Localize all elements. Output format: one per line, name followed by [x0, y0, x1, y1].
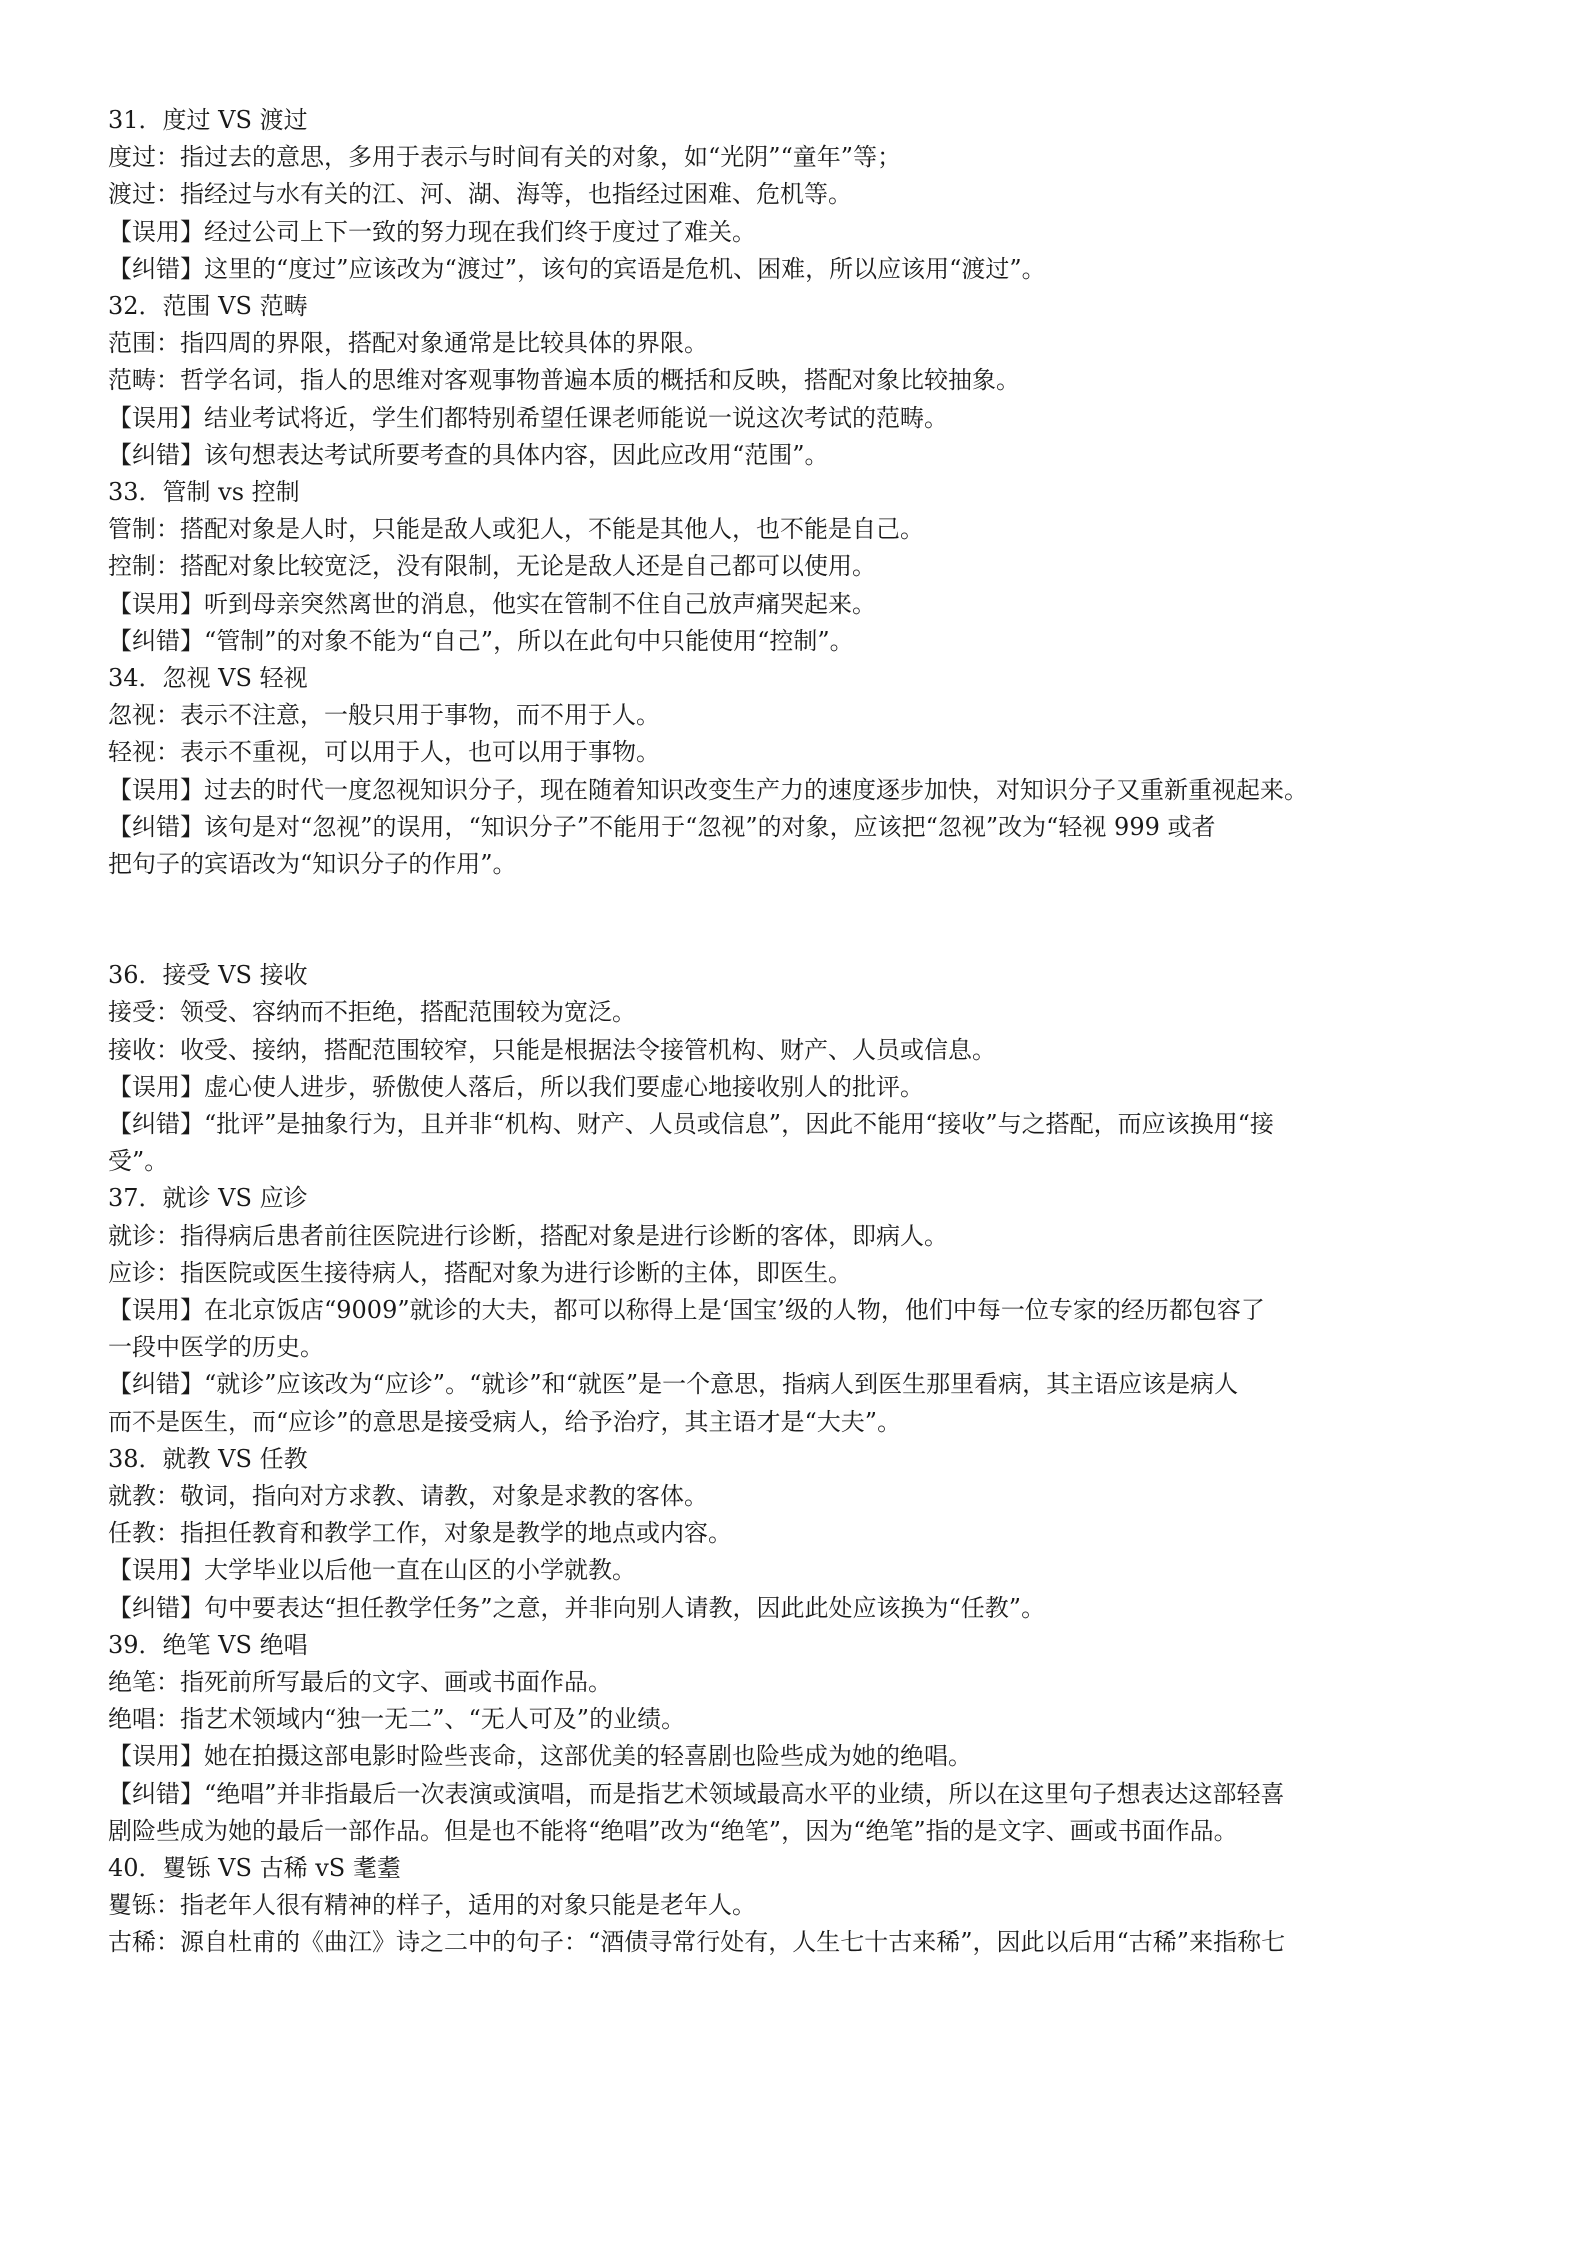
text-line: 接收：收受、接纳，搭配范围较窄，只能是根据法令接管机构、财产、人员或信息。	[108, 1036, 996, 1064]
text-line: 而不是医生，而“应诊”的意思是接受病人，给予治疗，其主语才是“大夫”。	[108, 1408, 902, 1436]
text-line: 范畴：哲学名词，指人的思维对客观事物普遍本质的概括和反映，搭配对象比较抽象。	[108, 366, 1020, 394]
section-heading: 39．绝笔 VS 绝唱	[108, 1631, 308, 1659]
section-heading: 32．范围 VS 范畴	[108, 292, 308, 320]
text-line: 绝唱：指艺术领域内“独一无二”、“无人可及”的业绩。	[108, 1705, 686, 1733]
text-line: 受”。	[108, 1147, 169, 1175]
section-heading: 37．就诊 VS 应诊	[108, 1184, 308, 1212]
text-line: 度过：指过去的意思，多用于表示与时间有关的对象，如“光阴”“童年”等；	[108, 143, 902, 171]
text-line: 轻视：表示不重视，可以用于人，也可以用于事物。	[108, 738, 660, 766]
text-line: 古稀：源自杜甫的《曲江》诗之二中的句子：“酒债寻常行处有，人生七十古来稀”，因此以后用“古稀”来指称七	[108, 1928, 1286, 1956]
text-line: 【纠错】句中要表达“担任教学任务”之意，并非向别人请教，因此此处应该换为“任教”。	[108, 1594, 1046, 1622]
text-line: 控制：搭配对象比较宽泛，没有限制，无论是敌人还是自己都可以使用。	[108, 552, 876, 580]
text-line: 【纠错】“管制”的对象不能为“自己”，所以在此句中只能使用“控制”。	[108, 627, 854, 655]
text-line: 【纠错】“批评”是抽象行为，且并非“机构、财产、人员或信息”，因此不能用“接收”与之搭配，而应该换用“接	[108, 1110, 1274, 1138]
text-line: 【纠错】“就诊”应该改为“应诊”。“就诊”和“就医”是一个意思，指病人到医生那里看病，其主语应该是病人	[108, 1370, 1239, 1398]
text-line: 【纠错】该句是对“忽视”的误用，“知识分子”不能用于“忽视”的对象，应该把“忽视”改为“轻视 999 或者	[108, 813, 1216, 841]
text-line: 【误用】虚心使人进步，骄傲使人落后，所以我们要虚心地接收别人的批评。	[108, 1073, 924, 1101]
text-line: 就教：敬词，指向对方求教、请教，对象是求教的客体。	[108, 1482, 708, 1510]
section-heading: 36．接受 VS 接收	[108, 961, 308, 989]
text-line: 【纠错】“绝唱”并非指最后一次表演或演唱，而是指艺术领域最高水平的业绩，所以在这里句子想表达这部轻喜	[108, 1780, 1285, 1808]
text-line: 渡过：指经过与水有关的江、河、湖、海等，也指经过困难、危机等。	[108, 180, 852, 208]
text-line: 【纠错】该句想表达考试所要考查的具体内容，因此应改用“范围”。	[108, 441, 829, 469]
section-heading: 33．管制 vs 控制	[108, 478, 300, 506]
section-heading: 31．度过 VS 渡过	[108, 106, 308, 134]
section-heading: 34．忽视 VS 轻视	[108, 664, 308, 692]
text-line: 【误用】在北京饭店“9009”就诊的大夫，都可以称得上是‘国宝’级的人物，他们中每一位专家的经历都包容了	[108, 1296, 1265, 1324]
text-line: 范围：指四周的界限，搭配对象通常是比较具体的界限。	[108, 329, 708, 357]
text-line: 管制：搭配对象是人时，只能是敌人或犯人，不能是其他人，也不能是自己。	[108, 515, 924, 543]
text-line: 把句子的宾语改为“知识分子的作用”。	[108, 850, 517, 878]
text-line: 【误用】她在拍摄这部电影时险些丧命，这部优美的轻喜剧也险些成为她的绝唱。	[108, 1742, 972, 1770]
text-line: 忽视：表示不注意，一般只用于事物，而不用于人。	[108, 701, 660, 729]
text-line: 就诊：指得病后患者前往医院进行诊断，搭配对象是进行诊断的客体，即病人。	[108, 1222, 948, 1250]
text-line: 【误用】经过公司上下一致的努力现在我们终于度过了难关。	[108, 218, 756, 246]
text-line: 【纠错】这里的“度过”应该改为“渡过”，该句的宾语是危机、困难，所以应该用“渡过”。	[108, 255, 1046, 283]
text-line: 【误用】听到母亲突然离世的消息，他实在管制不住自己放声痛哭起来。	[108, 590, 876, 618]
text-line: 任教：指担任教育和教学工作，对象是教学的地点或内容。	[108, 1519, 732, 1547]
text-line: 接受：领受、容纳而不拒绝，搭配范围较为宽泛。	[108, 998, 636, 1026]
text-line: 矍铄：指老年人很有精神的样子，适用的对象只能是老年人。	[108, 1891, 756, 1919]
text-line: 【误用】大学毕业以后他一直在山区的小学就教。	[108, 1556, 636, 1584]
section-heading: 40．矍铄 VS 古稀 vS 耄耋	[108, 1854, 401, 1882]
section-heading: 38．就教 VS 任教	[108, 1445, 308, 1473]
text-line: 应诊：指医院或医生接待病人，搭配对象为进行诊断的主体，即医生。	[108, 1259, 852, 1287]
text-line: 【误用】过去的时代一度忽视知识分子，现在随着知识改变生产力的速度逐步加快，对知识分子又重新重视起来。	[108, 776, 1308, 804]
text-line: 剧险些成为她的最后一部作品。但是也不能将“绝唱”改为“绝笔”，因为“绝笔”指的是文字、画或书面作品。	[108, 1817, 1238, 1845]
text-line: 绝笔：指死前所写最后的文字、画或书面作品。	[108, 1668, 612, 1696]
text-line: 【误用】结业考试将近，学生们都特别希望任课老师能说一说这次考试的范畴。	[108, 404, 948, 432]
text-line: 一段中医学的历史。	[108, 1333, 324, 1361]
